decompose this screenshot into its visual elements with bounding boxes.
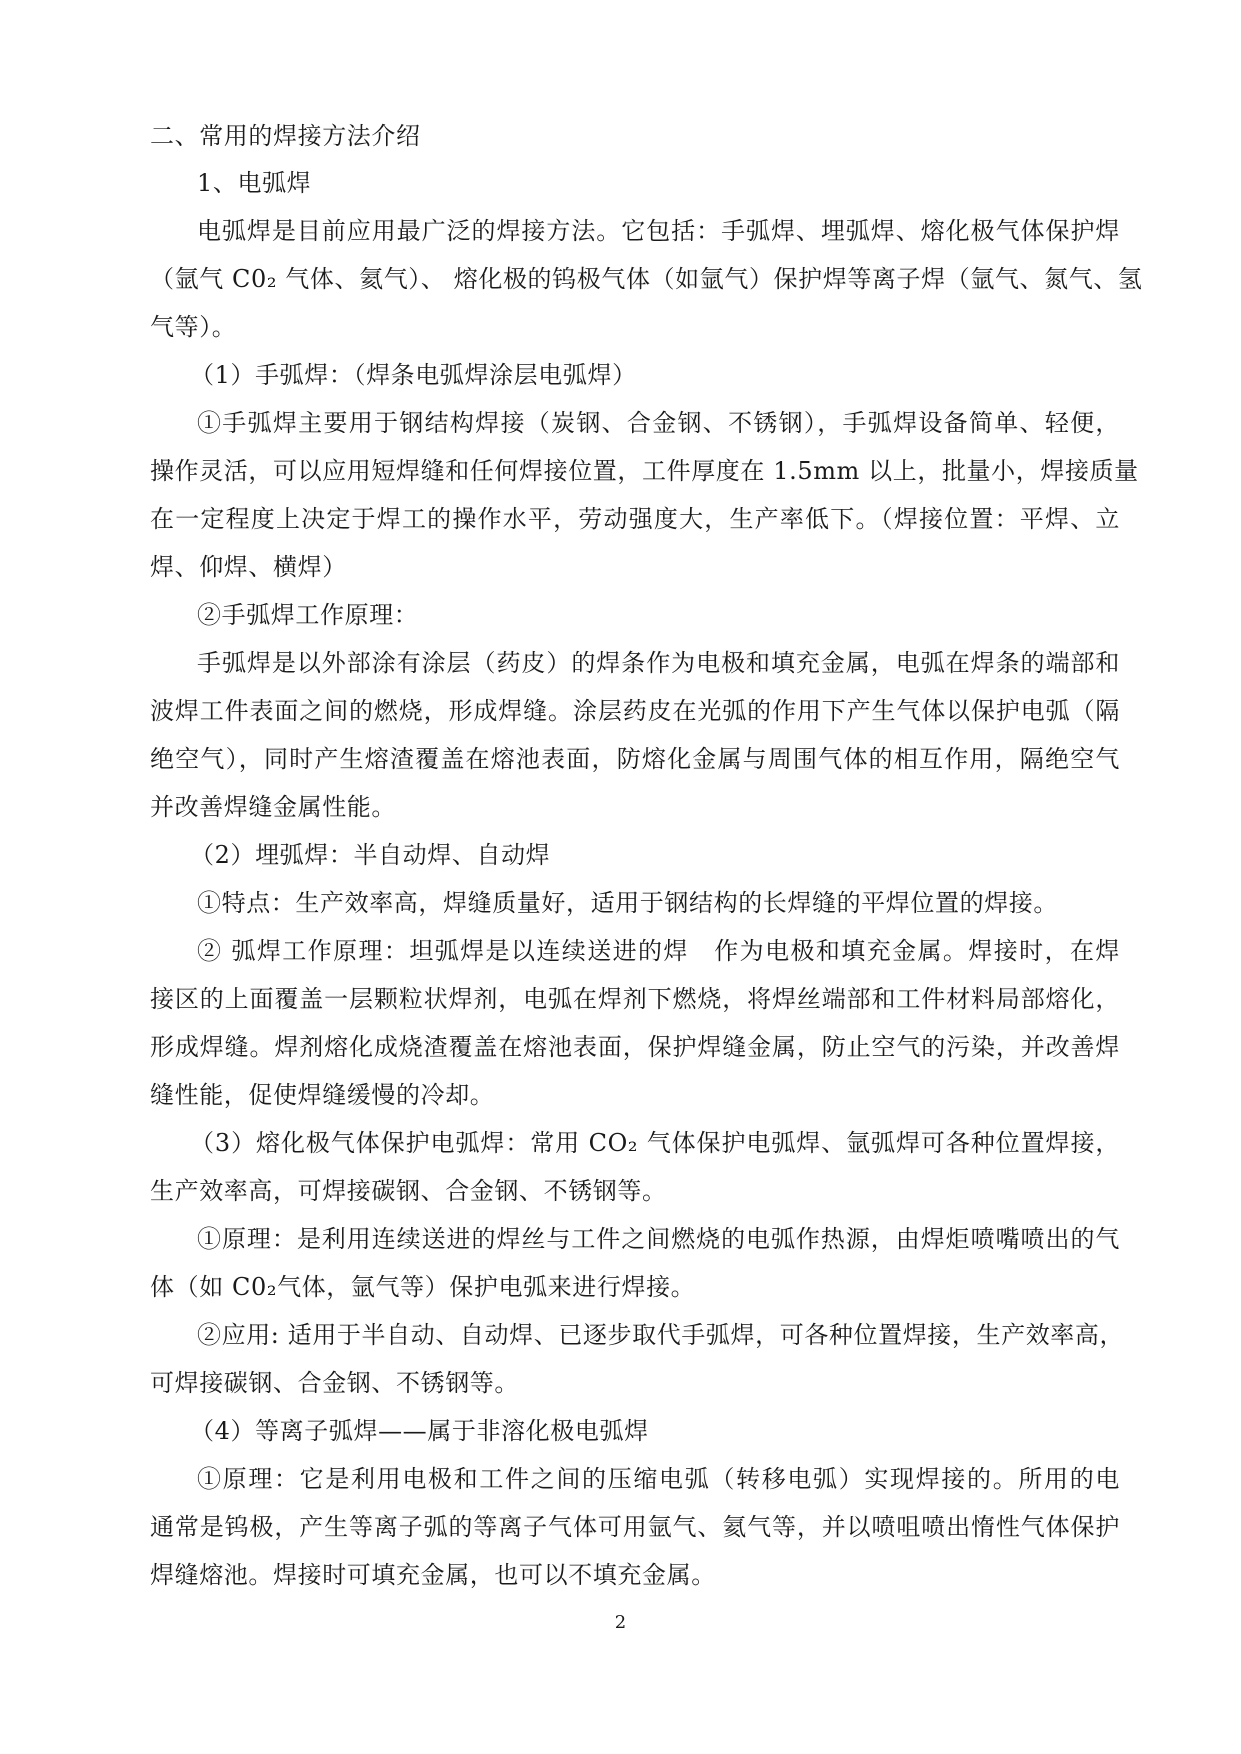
paragraph-line: 焊缝熔池。焊接时可填充金属，也可以不填充金属。 [150, 1561, 716, 1589]
section-title: 二、常用的焊接方法介绍 [150, 122, 421, 150]
item-title: （4）等离子弧焊——属于非溶化极电弧焊 [190, 1417, 649, 1445]
item-title: （1）手弧焊：（焊条电弧焊涂层电弧焊） [190, 361, 637, 389]
paragraph-line: 形成焊缝。焊剂熔化成烧渣覆盖在熔池表面，保护焊缝金属，防止空气的污染，并改善焊 [150, 1033, 1120, 1061]
page-number: 2 [614, 1612, 627, 1633]
paragraph-line: 可焊接碳钢、合金钢、不锈钢等。 [150, 1369, 519, 1397]
paragraph-line: ①原理：它是利用电极和工件之间的压缩电弧（转移电弧）实现焊接的。所用的电 [197, 1465, 1120, 1493]
paragraph-line: 体（如 C0₂气体，氩气等）保护电弧来进行焊接。 [150, 1273, 696, 1301]
paragraph-line: ②应用: 适用于半自动、自动焊、已逐步取代手弧焊，可各种位置焊接，生产效率高， [197, 1321, 1125, 1349]
paragraph-line: ①手弧焊主要用于钢结构焊接（炭钢、合金钢、不锈钢），手弧焊设备简单、轻便， [197, 409, 1120, 437]
paragraph-line: 焊、仰焊、横焊） [150, 553, 347, 581]
intro-line: 气等）。 [150, 313, 237, 341]
paragraph-line: 绝空气），同时产生熔渣覆盖在熔池表面，防熔化金属与周围气体的相互作用，隔绝空气 [150, 745, 1120, 773]
intro-line: 电弧焊是目前应用最广泛的焊接方法。它包括：手弧焊、埋弧焊、熔化极气体保护焊 [197, 217, 1120, 245]
paragraph-line: ①原理：是利用连续送进的焊丝与工件之间燃烧的电弧作热源，由焊炬喷嘴喷出的气 [197, 1225, 1120, 1253]
paragraph-line: ② 弧焊工作原理：坦弧焊是以连续送进的焊 作为电极和填充金属。焊接时，在焊 [197, 937, 1120, 965]
item-title-line: 生产效率高，可焊接碳钢、合金钢、不锈钢等。 [150, 1177, 667, 1205]
paragraph-line: 在一定程度上决定于焊工的操作水平，劳动强度大，生产率低下。（焊接位置：平焊、立 [150, 505, 1120, 533]
item-title: （2）埋弧焊：半自动焊、自动焊 [190, 841, 551, 869]
paragraph-line: 并改善焊缝金属性能。 [150, 793, 396, 821]
paragraph-line: 缝性能，促使焊缝缓慢的冷却。 [150, 1081, 495, 1109]
paragraph-line: 通常是钨极，产生等离子弧的等离子气体可用氩气、氦气等，并以喷咀喷出惰性气体保护 [150, 1513, 1120, 1541]
item-subtitle: ②手弧焊工作原理： [197, 601, 419, 629]
paragraph-line: 接区的上面覆盖一层颗粒状焊剂，电弧在焊剂下燃烧，将焊丝端部和工件材料局部熔化， [150, 985, 1120, 1013]
intro-line: （氩气 C0₂ 气体、氦气）、 熔化极的钨极气体（如氩气）保护焊等离子焊（氩气、氮气、氢 [150, 265, 1143, 293]
paragraph-line: 手弧焊是以外部涂有涂层（药皮）的焊条作为电极和填充金属，电弧在焊条的端部和 [197, 649, 1120, 677]
item-title: （3）熔化极气体保护电弧焊：常用 CO₂ 气体保护电弧焊、氩弧焊可各种位置焊接， [190, 1129, 1120, 1157]
paragraph-line: ①特点：生产效率高，焊缝质量好，适用于钢结构的长焊缝的平焊位置的焊接。 [197, 889, 1058, 917]
paragraph-line: 操作灵活，可以应用短焊缝和任何焊接位置，工件厚度在 1.5mm 以上，批量小，焊接质量 [150, 457, 1139, 485]
paragraph-line: 波焊工件表面之间的燃烧，形成焊缝。涂层药皮在光弧的作用下产生气体以保护电弧（隔 [150, 697, 1120, 725]
subsection-title: 1、电弧焊 [197, 169, 312, 197]
